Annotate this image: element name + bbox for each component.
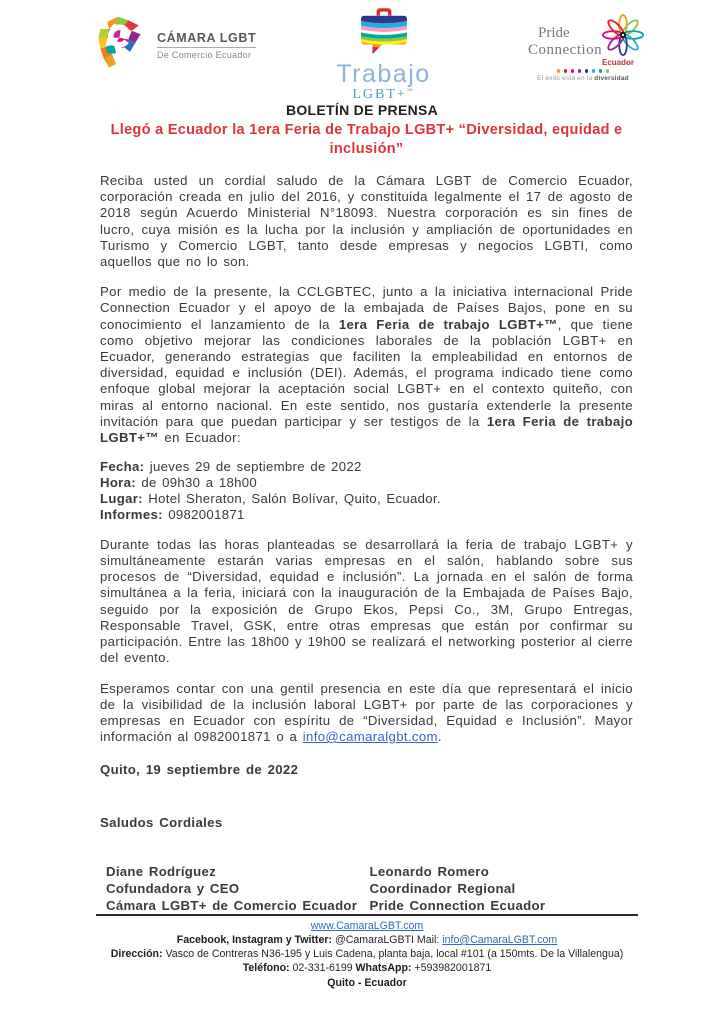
paragraph-announcement: Por medio de la presente, la CCLGBTEC, junto a la iniciativa internacional Pride Connection Ecuador y el apoyo de la embajada de Países Bajos, pone en su conocimiento el lanzamiento de la 1era Feria de trabajo LGBT+™, que tiene como objetivo mejorar las condiciones laborales de la población LGBT+ en Ecuador, generando estrategias que faciliten la empleabilidad en entornos de diversidad, equidad e inclusión (DEI). Además, el programa indicado tiene como enfoque global mejorar la aceptación social LGBT+ en el contexto quiteño, con miras al entorno nacional. En este sentido, nos gustaría extenderle la presente invitación para que puedan participar y ser testigos de la 1era Feria de trabajo LGBT+™ en Ecuador: bbox=[100, 284, 634, 446]
camara-logo-text bbox=[157, 31, 256, 60]
footer-address-line: Dirección: Vasco de Contreras N36-195 y Luis Cadena, planta baja, local #101 (a 150mts. De la Villalengua) bbox=[110, 948, 624, 961]
pride-logo-dots bbox=[522, 69, 644, 73]
event-date: Fecha: jueves 29 de septiembre de 2022 bbox=[100, 459, 362, 475]
signer-name: Leonardo Romero bbox=[369, 863, 490, 879]
pride-logo-word1: Pride bbox=[538, 25, 570, 41]
footer-website-line bbox=[96, 919, 638, 933]
email-link[interactable]: info@camaralgbt.com bbox=[302, 729, 438, 745]
event-place: Lugar: Hotel Sheraton, Salón Bolívar, Quito, Ecuador. bbox=[100, 491, 441, 507]
event-info-phone: Informes: 0982001871 bbox=[100, 506, 245, 522]
pride-logo-tagline: El éxito está en la diversidad bbox=[537, 74, 629, 82]
briefcase-icon bbox=[359, 8, 409, 61]
signer-role: Cofundadora y CEO bbox=[106, 880, 240, 896]
document-body bbox=[0, 159, 724, 914]
trabajo-logo-word: Trabajo bbox=[336, 60, 431, 88]
paragraph-greeting: Reciba usted un cordial saludo de la Cámara LGBT de Comercio Ecuador, corporación creada en julio del 2016, y constituida legalmente el 17 de agosto de 2018 según Acuerdo Ministerial N°18093. Nuestra corporación es sin fines de lucro, cuya misión es la lucha por la inclusión y ampliación de oportunidades en Turismo y Comercio LGBT, tanto desde empresas y negocios LGBTI, como aquellos que no lo son. bbox=[100, 173, 633, 270]
closing-salutation: Saludos Cordiales bbox=[100, 814, 223, 830]
event-details bbox=[100, 459, 633, 523]
paragraph-schedule: Durante todas las horas planteadas se desarrollará la feria de trabajo LGBT+ y simultáneamente estarán varias empresas en el salón, hablando sobre sus procesos de “Diversidad, equidad e inclusión”. La jornada en el salón de forma simultánea a la feria, iniciará con la inauguración de la Embajada de Países Bajo, seguido por la exposición de Grupo Ekos, Pepsi Co., 3M, Grupo Entregas, Responsable Travel, GSK, entre otras empresas que están por confirmar su participación. Entre las 18h00 y 19h00 se realizará el networking posterior al cierre del evento. bbox=[100, 536, 633, 666]
fair-name-bold: 1era Feria de trabajo LGBT+™ bbox=[100, 413, 634, 446]
trabajo-logo-lgbt: LGBT+™ bbox=[352, 87, 415, 103]
signer-role: Coordinador Regional bbox=[369, 880, 516, 896]
footer-city-line: Quito - Ecuador bbox=[327, 976, 407, 989]
signer-org: Pride Connection Ecuador bbox=[369, 897, 546, 913]
footer-divider bbox=[96, 914, 638, 916]
signature-left bbox=[106, 863, 370, 914]
trabajo-lgbt-logo bbox=[319, 8, 449, 103]
headline: Llegó a Ecuador la 1era Feria de Trabajo LGBT+ “Diversidad, equidad e inclusión” bbox=[110, 122, 623, 157]
ecuador-map-icon bbox=[95, 14, 151, 77]
footer-phone-line: Teléfono: 02-331-6199 WhatsApp: +593982001871 bbox=[242, 962, 492, 975]
pride-logo-word2: Connection bbox=[528, 41, 603, 58]
pride-logo-country: Ecuador bbox=[601, 58, 634, 68]
document-footer bbox=[0, 914, 724, 1024]
trademark-symbol: ™ bbox=[406, 88, 415, 95]
signer-name: Diane Rodríguez bbox=[106, 863, 217, 879]
signature-block bbox=[106, 863, 633, 914]
camara-logo-subtitle: De Comercio Ecuador bbox=[157, 50, 252, 60]
press-release-kicker: BOLETÍN DE PRENSA bbox=[285, 102, 439, 118]
camara-logo-title: CÁMARA LGBT bbox=[157, 31, 256, 48]
pride-connection-logo bbox=[522, 14, 644, 82]
logo-row bbox=[0, 0, 724, 103]
signature-right bbox=[370, 863, 634, 914]
camara-lgbt-logo bbox=[95, 14, 257, 77]
website-link[interactable]: www.CamaraLGBT.com bbox=[310, 919, 424, 932]
pride-starburst-icon bbox=[602, 14, 644, 61]
fair-name-bold: 1era Feria de trabajo LGBT+™ bbox=[338, 316, 558, 332]
footer-email-link[interactable]: info@CamaraLGBT.com bbox=[442, 933, 558, 946]
signer-org: Cámara LGBT+ de Comercio Ecuador bbox=[106, 897, 358, 913]
dateline: Quito, 19 septiembre de 2022 bbox=[100, 762, 299, 778]
event-time: Hora: de 09h30 a 18h00 bbox=[100, 475, 258, 491]
paragraph-invitation: Esperamos contar con una gentil presencia en este día que representará el inicio de la visibilidad de la inclusión laboral LGBT+ por parte de las corporaciones y empresas en Ecuador con espíritu de “Diversidad, Equidad e Inclusión”. Mayor información al 0982001871 o a info@camaralgbt.com. bbox=[100, 680, 633, 745]
footer-social-line: Facebook, Instagram y Twitter: @CamaraLGBTI Mail: info@CamaraLGBT.com bbox=[176, 933, 558, 946]
